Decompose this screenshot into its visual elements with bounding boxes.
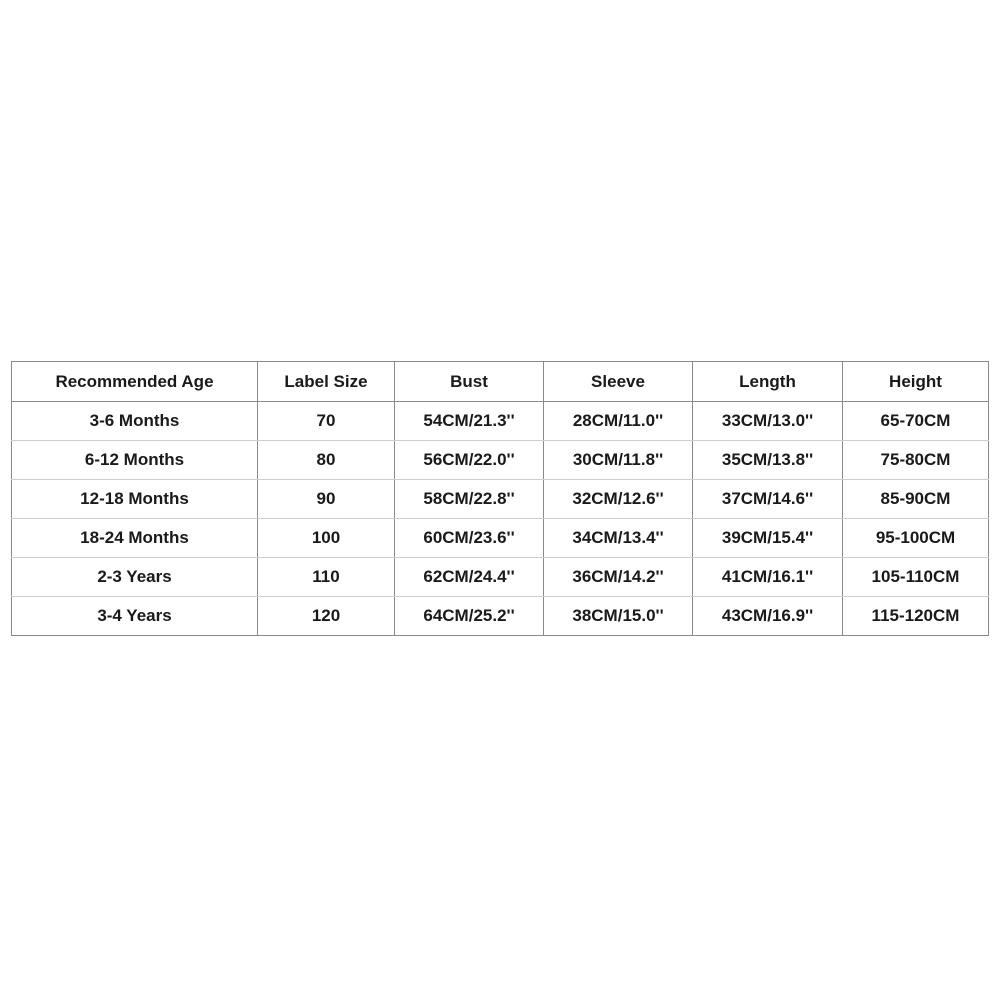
cell-sleeve: 36CM/14.2''	[544, 558, 693, 597]
cell-length: 39CM/15.4''	[693, 519, 843, 558]
cell-sleeve: 32CM/12.6''	[544, 480, 693, 519]
cell-sleeve: 28CM/11.0''	[544, 402, 693, 441]
cell-age: 18-24 Months	[12, 519, 258, 558]
cell-age: 2-3 Years	[12, 558, 258, 597]
table-row	[12, 558, 989, 597]
cell-label-size: 110	[258, 558, 395, 597]
cell-age: 12-18 Months	[12, 480, 258, 519]
header-bust: Bust	[395, 362, 544, 402]
cell-length: 37CM/14.6''	[693, 480, 843, 519]
cell-label-size: 100	[258, 519, 395, 558]
header-recommended-age: Recommended Age	[12, 362, 258, 402]
cell-bust: 56CM/22.0''	[395, 441, 544, 480]
cell-label-size: 120	[258, 597, 395, 636]
cell-bust: 62CM/24.4''	[395, 558, 544, 597]
cell-height: 65-70CM	[843, 402, 989, 441]
table-row	[12, 441, 989, 480]
cell-length: 33CM/13.0''	[693, 402, 843, 441]
cell-age: 3-6 Months	[12, 402, 258, 441]
cell-age: 6-12 Months	[12, 441, 258, 480]
cell-label-size: 90	[258, 480, 395, 519]
cell-bust: 54CM/21.3''	[395, 402, 544, 441]
cell-height: 105-110CM	[843, 558, 989, 597]
cell-length: 43CM/16.9''	[693, 597, 843, 636]
cell-height: 115-120CM	[843, 597, 989, 636]
cell-age: 3-4 Years	[12, 597, 258, 636]
cell-sleeve: 38CM/15.0''	[544, 597, 693, 636]
cell-label-size: 70	[258, 402, 395, 441]
cell-sleeve: 30CM/11.8''	[544, 441, 693, 480]
cell-length: 41CM/16.1''	[693, 558, 843, 597]
cell-height: 85-90CM	[843, 480, 989, 519]
cell-sleeve: 34CM/13.4''	[544, 519, 693, 558]
table-header-row	[12, 362, 989, 402]
table-row	[12, 480, 989, 519]
cell-length: 35CM/13.8''	[693, 441, 843, 480]
header-length: Length	[693, 362, 843, 402]
cell-bust: 60CM/23.6''	[395, 519, 544, 558]
size-chart-table	[11, 361, 989, 636]
table-row	[12, 402, 989, 441]
cell-bust: 64CM/25.2''	[395, 597, 544, 636]
cell-height: 75-80CM	[843, 441, 989, 480]
cell-label-size: 80	[258, 441, 395, 480]
table-row	[12, 519, 989, 558]
header-height: Height	[843, 362, 989, 402]
header-sleeve: Sleeve	[544, 362, 693, 402]
header-label-size: Label Size	[258, 362, 395, 402]
cell-bust: 58CM/22.8''	[395, 480, 544, 519]
cell-height: 95-100CM	[843, 519, 989, 558]
table-row	[12, 597, 989, 636]
